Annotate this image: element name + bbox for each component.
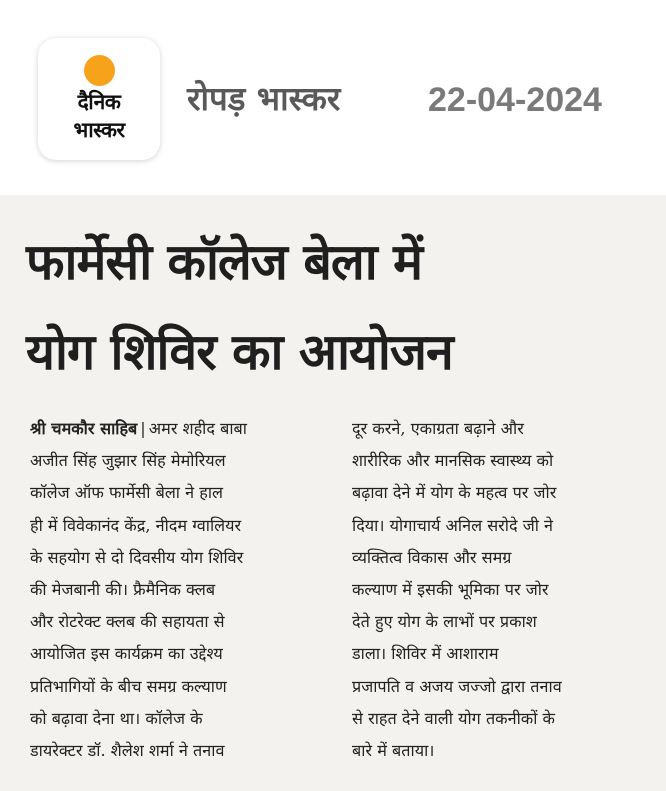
article-line (30, 413, 322, 445)
article-line: प्रजापति व अजय जज्जो द्वारा तनाव (352, 676, 562, 696)
header (0, 0, 666, 195)
article-line: देते हुए योग के लाभों पर प्रकाश (352, 612, 537, 632)
article-line: से राहत देने वाली योग तकनीकों के (352, 708, 555, 728)
article-line: को बढ़ावा देना था। कॉलेज के (30, 708, 203, 728)
dateline: श्री चमकौर साहिब (30, 419, 138, 438)
article-line: बारे में बताया। (352, 740, 435, 760)
article-text: अमर शहीद बाबा (148, 419, 247, 438)
article-column-right (352, 413, 643, 767)
article-line: आयोजित इस कार्यक्रम का उद्देश्य (30, 644, 223, 664)
article-line: और रोटरेक्ट क्लब की सहायता से (30, 612, 225, 632)
logo-text-bhaskar: भास्कर (73, 118, 125, 142)
article-line: व्यक्तित्व विकास और समग्र (352, 547, 512, 567)
article-line: शारीरिक और मानसिक स्वास्थ्य को (352, 451, 554, 471)
headline-line-1: फार्मेसी कॉलेज बेला में (26, 233, 423, 291)
publication-date: 22-04-2024 (428, 81, 602, 119)
dateline-separator: | (140, 419, 146, 438)
edition-name: रोपड़ भास्कर (187, 79, 341, 118)
article-line: कल्याण में इसकी भूमिका पर जोर (352, 579, 549, 599)
article-line: डायरेक्टर डॉ. शैलेश शर्मा ने तनाव (30, 740, 225, 760)
headline-line-2: योग शिविर का आयोजन (26, 323, 453, 381)
article-line: ही में विवेकानंद केंद्र, नीदम ग्वालियर (30, 515, 242, 535)
article-line: बढ़ावा देने में योग के महत्व पर जोर (352, 483, 557, 503)
sun-icon (84, 55, 115, 86)
dainik-bhaskar-logo[interactable] (38, 38, 160, 160)
logo-text-dainik: दैनिक (77, 90, 121, 114)
article-column-left (30, 413, 322, 767)
article-line: डाला। शिविर में आशाराम (352, 644, 499, 664)
article-line: प्रतिभागियों के बीच समग्र कल्याण (30, 676, 227, 696)
article-line: दूर करने, एकाग्रता बढ़ाने और (352, 419, 524, 438)
article-line: अजीत सिंह जुझार सिंह मेमोरियल (30, 451, 226, 471)
article-line: दिया। योगाचार्य अनिल सरोदे जी ने (352, 515, 554, 535)
article-line: के सहयोग से दो दिवसीय योग शिविर (30, 547, 244, 567)
article-line: की मेजबानी की। फ्रैमैनिक क्लब (30, 579, 216, 599)
article-line: कॉलेज ऑफ फार्मेसी बेला ने हाल (30, 483, 224, 503)
